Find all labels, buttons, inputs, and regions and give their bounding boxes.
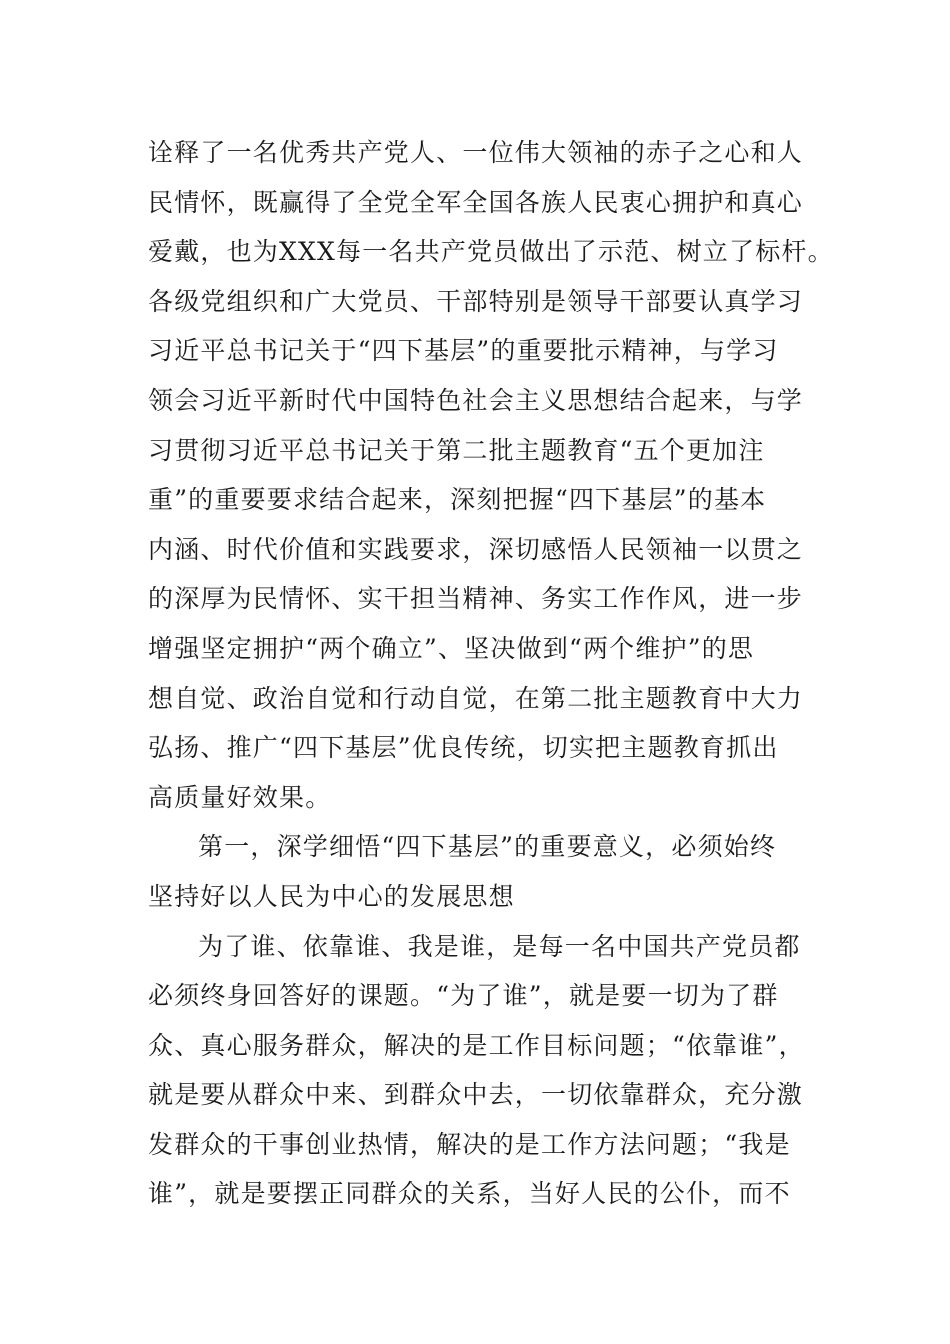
text-line: 为了谁、依靠谁、我是谁，是每一名中国共产党员都: [198, 931, 801, 961]
text-line: 高质量好效果。: [148, 782, 332, 812]
text-line: 爱戴，也为XXX每一名共产党员做出了示范、树立了标杆。: [148, 237, 834, 267]
paragraph-intro: [148, 128, 834, 277]
document-body: [148, 128, 834, 1219]
text-line: 发群众的干事创业热情，解决的是工作方法问题；“我是: [148, 1129, 791, 1159]
text-line: 弘扬、推广“四下基层”优良传统，切实把主题教育抓出: [148, 733, 779, 763]
text-line: 习贯彻习近平总书记关于第二批主题教育“五个更加注: [148, 435, 765, 465]
text-line: 想自觉、政治自觉和行动自觉，在第二批主题教育中大力: [148, 683, 804, 713]
text-line: 众、真心服务群众，解决的是工作目标问题；“依靠谁”，: [148, 1030, 805, 1060]
text-line: 各级党组织和广大党员、干部特别是领导干部要认真学习: [148, 286, 804, 316]
text-line: 必须终身回答好的课题。“为了谁”，就是要一切为了群: [148, 981, 779, 1011]
text-line: 增强坚定拥护“两个确立”、坚决做到“两个维护”的思: [148, 633, 755, 663]
paragraph-for-whom: [148, 922, 805, 1220]
text-line: 谁”，就是要摆正同群众的关系，当好人民的公仆，而不: [148, 1179, 791, 1209]
paragraph-requirements: [148, 277, 804, 823]
text-line: 的深厚为民情怀、实干担当精神、务实工作作风，进一步: [148, 584, 804, 614]
text-line: 重”的重要要求结合起来，深刻把握“四下基层”的基本: [148, 485, 767, 515]
text-line: 坚持好以人民为中心的发展思想: [148, 881, 515, 911]
text-line: 民情怀，既赢得了全党全军全国各族人民衷心拥护和真心: [148, 187, 804, 217]
section-heading-first: [148, 822, 798, 921]
text-line: 领会习近平新时代中国特色社会主义思想结合起来，与学: [148, 385, 804, 415]
text-line: 就是要从群众中来、到群众中去，一切依靠群众，充分激: [148, 1080, 804, 1110]
text-line: 第一，深学细悟“四下基层”的重要意义，必须始终: [198, 832, 777, 862]
text-line: 内涵、时代价值和实践要求，深切感悟人民领袖一以贯之: [148, 534, 804, 564]
text-line: 诠释了一名优秀共产党人、一位伟大领袖的赤子之心和人: [148, 138, 804, 167]
text-line: 习近平总书记关于“四下基层”的重要批示精神，与学习: [148, 336, 779, 366]
